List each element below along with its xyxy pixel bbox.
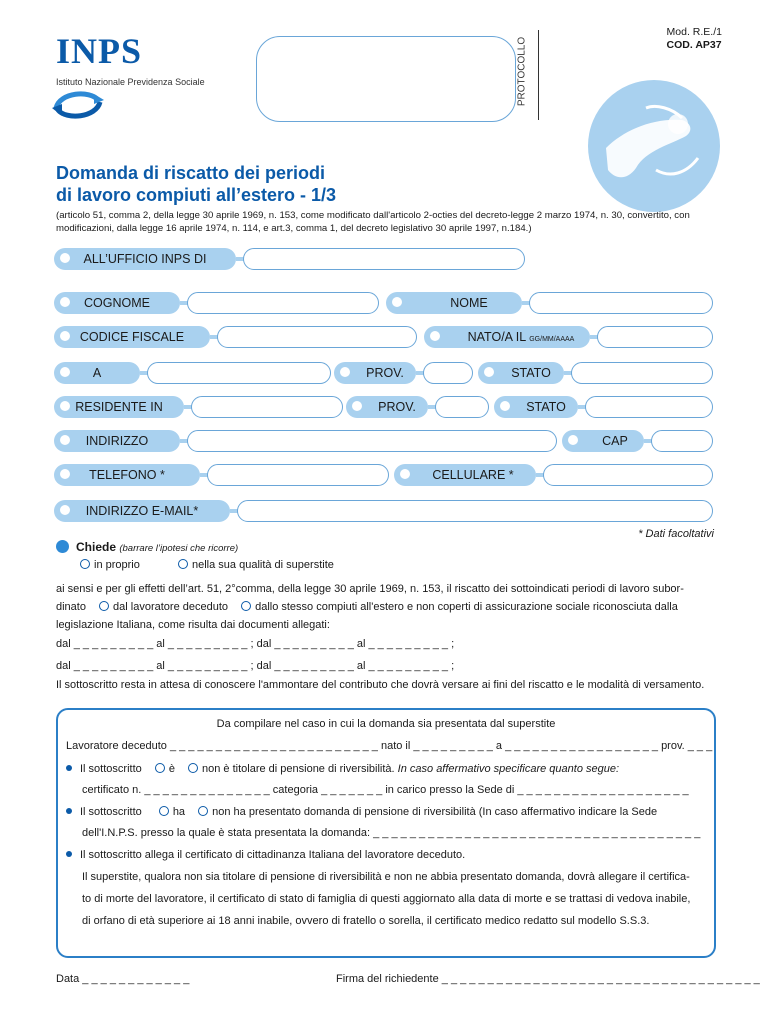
ufficio-input[interactable] [243,248,525,270]
email-input[interactable] [237,500,713,522]
radio-non-ha-icon[interactable] [198,806,208,816]
domanda-line: Il sottoscritto ha non ha presentato domanda di pensione di riversibilità (In caso affermativo indicare la Sede [66,805,657,819]
logo-subtitle: Istituto Nazionale Previdenza Sociale [56,77,205,87]
bullet-icon [66,851,72,857]
optional-note: * Dati facoltativi [638,528,714,540]
nato-il-input[interactable] [597,326,713,348]
indirizzo-input[interactable] [187,430,557,452]
data-field[interactable]: Data _ _ _ _ _ _ _ _ _ _ _ _ [56,973,190,985]
label-prov-nascita: PROV. [334,362,416,384]
note-line-2: to di morte del lavoratore, il certificato di stato di famiglia di questi aggiornato alla data di morte e se trattasi di vedova inabile, [82,893,691,905]
lavoratore-line[interactable]: Lavoratore deceduto _ _ _ _ _ _ _ _ _ _ _ _ _ _ _ _ _ _ _ _ _ _ _ nato il _ _ _ _ _ _ _ _ _ a _ _ _ _ _ _ _ _ _ _ _ _ _ _ _ _ _ prov. _ _ _ [66,740,713,752]
legal-reference: (articolo 51, comma 2, della legge 30 aprile 1969, n. 153, come modificato dall'articolo 2-octies del decreto-legge 2 marzo 1974, n. 30, convertito, con modificazioni, dalla legge 16 aprile 1974, n. 114, e art.3, comma 1, del decreto legislativo 30 aprile 1997, n.184.) [56,210,690,234]
title-line-2: di lavoro compiuti all’estero - 1/3 [56,185,337,205]
form-title [56,162,336,206]
label-nome: NOME [386,292,522,314]
residenza-input[interactable] [191,396,343,418]
form-code [667,26,722,52]
label-cap: CAP [562,430,644,452]
telefono-input[interactable] [207,464,389,486]
label-cellulare: CELLULARE * [394,464,536,486]
label-email: INDIRIZZO E-MAIL* [54,500,230,522]
inps-logo: INPS [56,31,143,71]
label-telefono: TELEFONO * [54,464,200,486]
hands-emblem-icon [586,78,722,214]
body-line-2: dinato dal lavoratore deceduto dallo stesso compiuti all'estero e non coperti di assicurazione sociale riconosciuta dalla [56,601,678,613]
cognome-input[interactable] [187,292,379,314]
luogo-nascita-input[interactable] [147,362,331,384]
periodi-line-1[interactable]: dal _ _ _ _ _ _ _ _ _ al _ _ _ _ _ _ _ _ _ ; dal _ _ _ _ _ _ _ _ _ al _ _ _ _ _ _ _ _ _ ; [56,638,455,650]
label-residente-in: RESIDENTE IN [54,396,184,418]
radio-ha-icon[interactable] [159,806,169,816]
superstite-header: Da compilare nel caso in cui la domanda sia presentata dal superstite [216,718,556,730]
radio-deceduto-icon[interactable] [99,601,109,611]
note-line-1: Il superstite, qualora non sia titolare di pensione di riversibilità e non ne abbia presentato domanda, dovrà allegare il certifica- [82,871,690,883]
bullet-icon [66,808,72,814]
option-in-proprio[interactable]: in proprio [78,558,140,572]
radio-non-e-icon[interactable] [188,763,198,773]
radio-icon[interactable] [80,559,90,569]
radio-icon[interactable] [178,559,188,569]
protocol-box [256,36,516,122]
option-superstite[interactable]: nella sua qualità di superstite [176,558,334,572]
mod-number: Mod. R.E./1 [666,26,722,38]
certificato-line[interactable]: certificato n. _ _ _ _ _ _ _ _ _ _ _ _ _ _ categoria _ _ _ _ _ _ _ in carico presso la Sede di _ _ _ _ _ _ _ _ _ _ _ _ _ _ _ _ _ _ _ [82,784,689,796]
label-cognome: COGNOME [54,292,180,314]
label-indirizzo: INDIRIZZO [54,430,180,452]
cittadinanza-line: Il sottoscritto allega il certificato di cittadinanza Italiana del lavoratore deceduto. [66,848,465,862]
radio-e-icon[interactable] [155,763,165,773]
codice-fiscale-input[interactable] [217,326,417,348]
title-line-1: Domanda di riscatto dei periodi [56,163,326,183]
periodi-line-2[interactable]: dal _ _ _ _ _ _ _ _ _ al _ _ _ _ _ _ _ _ _ ; dal _ _ _ _ _ _ _ _ _ al _ _ _ _ _ _ _ _ _ ; [56,660,455,672]
inps-emblem-icon [50,86,106,122]
bullet-icon [66,765,72,771]
closing-text: Il sottoscritto resta in attesa di conoscere l'ammontare del contributo che dovrà versare ai fini del riscatto e le modalità di versamento. [56,679,705,691]
label-ufficio: ALL’UFFICIO INPS DI [54,248,236,270]
pensione-line: Il sottoscritto è non è titolare di pensione di riversibilità. In caso affermativo specificare quanto segue: [66,762,619,776]
nome-input[interactable] [529,292,713,314]
chiede-bullet-icon [56,540,69,553]
body-line-3: legislazione Italiana, come risulta dai documenti allegati: [56,619,330,631]
label-codice-fiscale: CODICE FISCALE [54,326,210,348]
label-a: A [54,362,140,384]
cap-input[interactable] [651,430,713,452]
label-stato-nascita: STATO [478,362,564,384]
prov-nascita-input[interactable] [423,362,473,384]
chiede-heading: Chiede (barrare l’ipotesi che ricorre) [76,540,239,554]
protocol-divider [538,30,539,120]
stato-nascita-input[interactable] [571,362,713,384]
label-nato-il: NATO/A IL GG/MM/AAAA [424,326,590,348]
stato-residenza-input[interactable] [585,396,713,418]
protocol-label: PROTOCOLLO [516,36,528,107]
label-stato-residenza: STATO [494,396,578,418]
label-prov-residenza: PROV. [346,396,428,418]
prov-residenza-input[interactable] [435,396,489,418]
radio-stesso-icon[interactable] [241,601,251,611]
cod-number: COD. AP37 [666,39,722,51]
body-line-1: ai sensi e per gli effetti dell’art. 51, 2°comma, della legge 30 aprile 1969, n. 153, il riscatto dei sottoindicati periodi di lavoro subor- [56,583,684,595]
firma-field[interactable]: Firma del richiedente _ _ _ _ _ _ _ _ _ _ _ _ _ _ _ _ _ _ _ _ _ _ _ _ _ _ _ _ _ _ _ _ _ _ _ [336,973,760,985]
sede-line[interactable]: dell'I.N.P.S. presso la quale è stata presentata la domanda: _ _ _ _ _ _ _ _ _ _ _ _ _ _ _ _ _ _ _ _ _ _ _ _ _ _ _ _ _ _ _ _ _ _ _ _ [82,827,701,839]
note-line-3: di orfano di età superiore ai 18 anni inabile, ovvero di fratello o sorella, il certificato medico redatto sul modello S.S.3. [82,915,650,927]
cellulare-input[interactable] [543,464,713,486]
